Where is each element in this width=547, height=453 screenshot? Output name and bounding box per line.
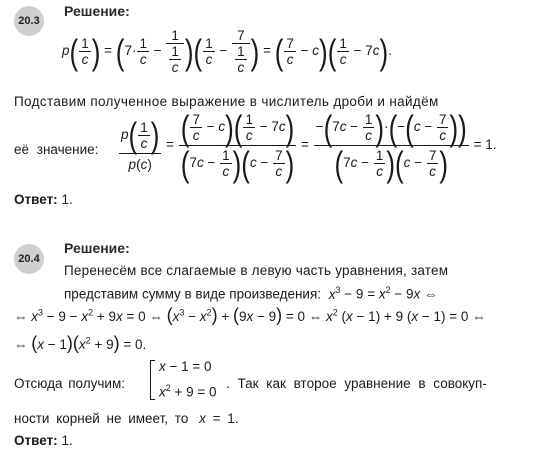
system-equation-2: $x^2 + 9 = 0$ (159, 383, 217, 400)
formula-p-of-inverse: p( $\frac{1}{c}$ ) = (7· $\frac{1}{c}$ − $\frac{1}{\frac{1}{c}}$ )( $\frac{1}{c}$ − $\frac{7}{\frac{1}{c}}$ ) = ( $\frac{7}{c}$ − c)( $\frac{1}{c}$ − 7c). (62, 28, 392, 75)
answer-line-1 (14, 192, 73, 208)
answer-line-2 (14, 433, 73, 449)
solution-last-line-text: ности корней не имеет, то (14, 411, 189, 426)
solution-line-2-text: представим сумму в виде произведения: (64, 286, 322, 302)
answer-value: 1. (61, 433, 73, 448)
answer-value: 1. (61, 192, 73, 207)
answer-label: Ответ: (14, 192, 58, 207)
system-equation-1: x − 1 = 0 (159, 359, 212, 374)
solution-line-1: Перенесём все слагаемые в левую часть уравнения, затем (64, 263, 449, 278)
formula-ratio: p( $\frac{1}{c}$ ) p(c) = ( $\frac{7}{c}$ − c)( $\frac{1}{c}$ − 7c) (7c − $\frac{1}{c}$ )(c − $\frac{7}{c}$ ) = −(7c − $\frac{1}{c}$ )·(−(c − $\frac{7}{c}$ )) (7c − $\frac{1}{c}$ )(c − $\frac{7}{c}$ ) = 1. (121, 107, 497, 184)
solution-line-2: представим сумму в виде произведения: $x^3 - 9 = x^2 - 9x$ ⇔ (64, 285, 438, 302)
system-suffix: . Так как второе уравнение в совокуп- (226, 376, 487, 391)
intro-text: Подставим полученное выражение в числитель дроби и найдём (14, 94, 439, 109)
system-prefix: Отсюда получим: (14, 376, 126, 391)
answer-label: Ответ: (14, 433, 58, 448)
problem-number-badge: 20.4 (14, 244, 44, 274)
equation-system-bracket (150, 360, 157, 400)
problem-number-badge: 20.3 (14, 6, 44, 36)
equation-line-1: ⇔ $x^3 - 9 - x^2 + 9x = 0$ ⇔ $(x^3 - x^2) + (9x - 9) = 0$ ⇔ $x^2$ (x − 1) + 9 (x − 1) = 0 ⇔ (14, 305, 486, 325)
solution-heading: Решение: (64, 240, 130, 256)
equation-line-2: ⇔ $(x - 1)(x^2 + 9) = 0$. (14, 333, 147, 353)
value-label: её значение: (14, 142, 99, 157)
solution-last-line: ности корней не имеет, то x = 1. (14, 411, 239, 426)
solution-heading: Решение: (64, 3, 130, 19)
